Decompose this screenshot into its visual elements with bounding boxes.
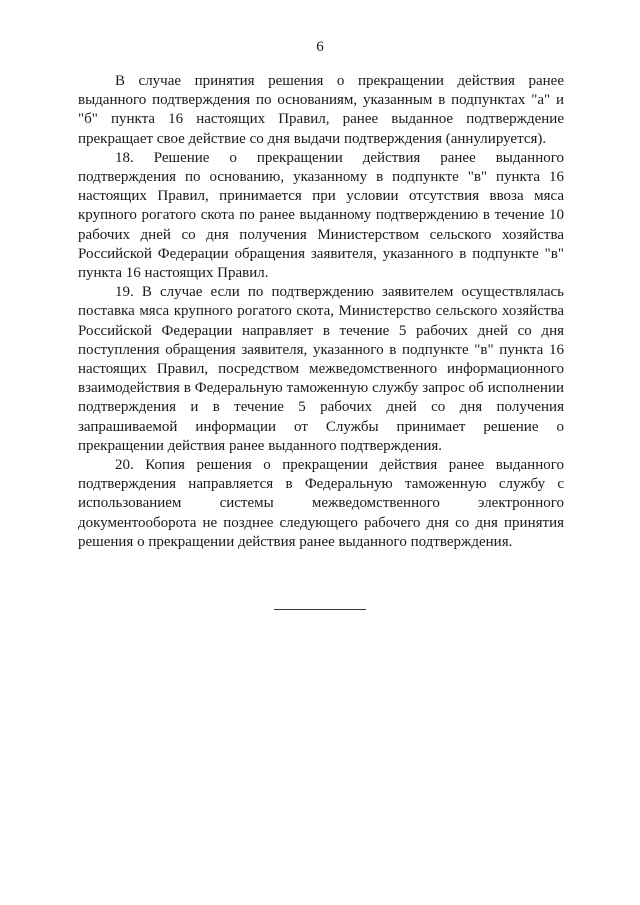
paragraph-20: 20. Копия решения о прекращении действия ранее выданного подтверждения направляется в Федеральную таможенную службу с использованием системы межведомственного электронного документооборота не позднее следующего рабочего дня со дня принятия решения о прекращении действия ранее выданного подтверждения.: [78, 457, 564, 550]
paragraph-annulment-rule: В случае принятия решения о прекращении действия ранее выданного подтверждения по основаниям, указанным в подпунктах "а" и "б" пункта 16 настоящих Правил, ранее выданное подтверждение прекращает свое действие со дня выдачи подтверждения (аннулируется).: [78, 73, 564, 147]
paragraph-19: 19. В случае если по подтверждению заявителем осуществлялась поставка мяса крупного рогатого скота, Министерство сельского хозяйства Российской Федерации направляет в течение 5 рабочих дней со дня поступления обращения заявителя, указанного в подпункте "в" пункта 16 настоящих Правил, посредством межведомственного информационного взаимодействия в Федеральную таможенную службу запрос об исполнении подтверждения и в течение 5 рабочих дней со дня получения запрашиваемой информации от Службы принимает решение о прекращении действия ранее выданного подтверждения.: [78, 284, 564, 454]
document-body: [78, 72, 564, 552]
page-number: 6: [316, 39, 324, 55]
end-separator-line: [274, 609, 366, 610]
paragraph-18: 18. Решение о прекращении действия ранее выданного подтверждения по основанию, указанному в подпункте "в" пункта 16 настоящих Правил, принимается при условии отсутствия ввоза мяса крупного рогатого скота по ранее выданному подтверждению в течение 10 рабочих дней со дня получения Министерством сельского хозяйства Российской Федерации обращения заявителя, указанного в подпункте "в" пункта 16 настоящих Правил.: [78, 149, 564, 282]
